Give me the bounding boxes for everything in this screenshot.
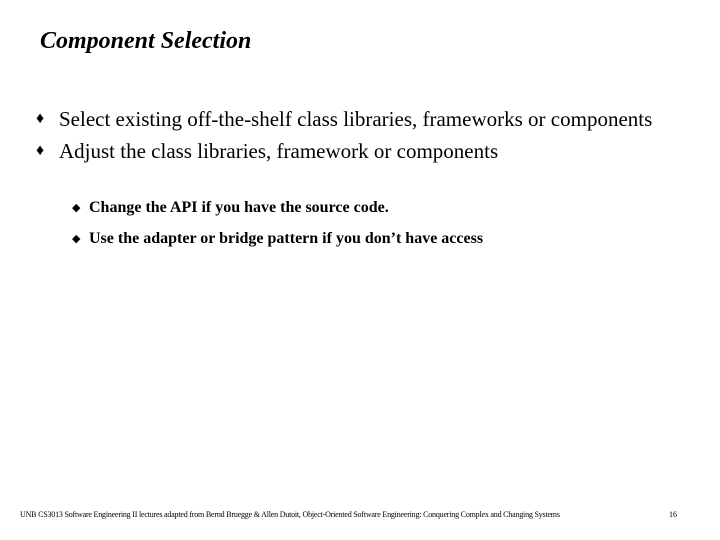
page-number: 16 [669,510,677,519]
diamond-bullet-icon: ♦ [36,142,45,159]
sub-bullet-text: Change the API if you have the source code. [89,199,389,216]
diamond-sub-bullet-icon: ◆ [72,233,81,245]
bullet-text: Adjust the class libraries, framework or components [59,139,499,163]
slide-title: Component Selection [40,28,252,54]
sub-bullet-item [72,198,692,218]
bullet-item [36,138,676,164]
footer-credit: UNB CS3013 Software Engineering II lectures adapted from Bernd Bruegge & Allen Dutoit, Object-Oriented Software Engineering: Conquering Complex and Changing Systems [20,510,560,519]
bullet-text: Select existing off-the-shelf class libraries, frameworks or components [59,107,653,131]
bullet-item [36,106,676,132]
sub-bullet-text: Use the adapter or bridge pattern if you don’t have access [89,230,484,247]
diamond-sub-bullet-icon: ◆ [72,202,81,214]
diamond-bullet-icon: ♦ [36,110,45,127]
sub-bullet-item [72,229,692,249]
sub-bullet-list [72,198,692,260]
bullet-list [36,106,676,170]
